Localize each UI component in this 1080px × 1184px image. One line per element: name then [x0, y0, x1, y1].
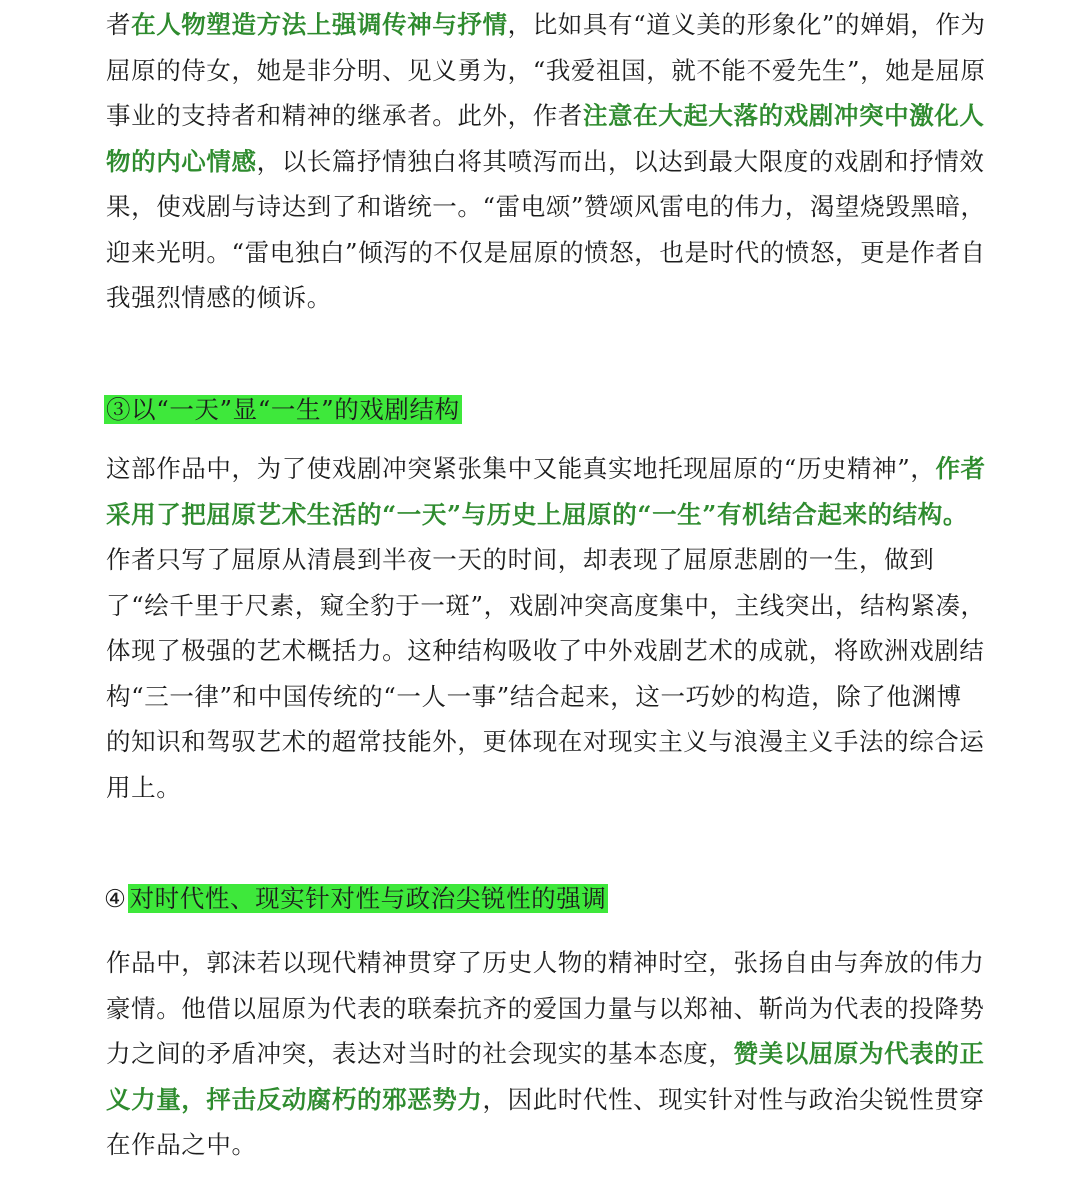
text-run: ，因此时代性、现实针对性与政治尖锐性贯穿在作品之中。	[106, 1084, 985, 1159]
text-run: 作者只写了屈原从清晨到半夜一天的时间，却表现了屈原悲剧的一生，做到了“绘千里于尺素，窥全豹于一斑”，戏剧冲突高度集中，主线突出，结构紧凑，体现了极强的艺术概括力。这种结构吸收了中外戏剧艺术的成就，将欧洲戏剧结构“三一律”和中国传统的“一人一事”结合起来，这一巧妙的构造，除了他渊博的知识和驾驭艺术的超常技能外，更体现在对现实主义与浪漫主义手法的综合运用上。	[106, 545, 986, 802]
paragraph-structure	[106, 446, 986, 810]
section-heading-4	[104, 879, 608, 919]
text-run: 者	[106, 10, 132, 39]
text-run: ，以长篇抒情独白将其喷泻而出，以达到最大限度的戏剧和抒情效果，使戏剧与诗达到了和谐统一。“雷电颂”赞颂风雷电的伟力，渴望烧毁黑暗，迎来光明。“雷电独白”倾泻的不仅是屈原的愤怒，也是时代的愤怒，更是作者自我强烈情感的倾诉。	[106, 146, 986, 312]
heading-highlight: 对时代性、现实针对性与政治尖锐性的强调	[129, 884, 607, 913]
emphasis-run: 注意在大起大落的戏剧冲突中激化人物的内心情感	[106, 101, 985, 176]
emphasis-run: 在人物塑造方法上强调传神与抒情	[131, 10, 508, 39]
text-run: 这部作品中，为了使戏剧冲突紧张集中又能真实地托现屈原的“历史精神”，	[106, 454, 936, 483]
emphasis-run: 作者采用了把屈原艺术生活的“一天”与历史上屈原的“一生”有机结合起来的结构。	[106, 454, 986, 529]
paragraph-character-shaping	[106, 2, 986, 321]
emphasis-run: 赞美以屈原为代表的正义力量，抨击反动腐朽的邪恶势力	[106, 1039, 985, 1114]
text-run: ，比如具有“道义美的形象化”的婵娟，作为屈原的侍女，她是非分明、见义勇为，“我爱祖国，就不能不爱先生”，她是屈原事业的支持者和精神的继承者。此外，作者	[106, 10, 986, 130]
paragraph-era-relevance	[106, 940, 986, 1168]
heading-number: ④	[104, 884, 127, 913]
text-run: 作品中，郭沫若以现代精神贯穿了历史人物的精神时空，张扬自由与奔放的伟力豪情。他借以屈原为代表的联秦抗齐的爱国力量与以郑袖、靳尚为代表的投降势力之间的矛盾冲突，表达对当时的社会现实的基本态度，	[106, 948, 985, 1068]
heading-highlight: ③以“一天”显“一生”的戏剧结构	[106, 395, 460, 424]
section-heading-3	[104, 390, 462, 430]
